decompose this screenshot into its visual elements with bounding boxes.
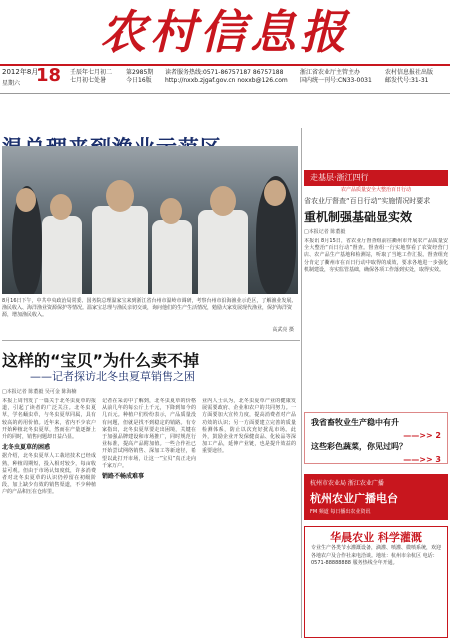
promo-box — [304, 412, 448, 464]
article-deck: ——记者探访北冬虫夏草销售之困 — [30, 370, 195, 383]
photo-caption — [2, 298, 298, 334]
caption-credit: 高武亮 摄 — [272, 327, 294, 333]
article-col-3: 业内人士认为，北冬虫夏草产业的健康发展需要政府、企业和农户的共同努力。一方面要加大宣传力度，提高消费者对产品功效的认识；另一方面要建立完善的质量检测体系，防止以次充好扰乱市场。此外，鼓励企业开发保健食品、化妆品等深加工产品，延伸产业链，也是提升效益的重要途径。 — [202, 398, 296, 455]
main-photo — [2, 146, 298, 294]
masthead-title: 农村信息报 — [100, 5, 350, 59]
right-kicker: 走基层·浙江四行 — [304, 170, 448, 186]
promo-link-2[interactable]: 这些彩色蔬菜，你见过吗？ — [311, 442, 407, 451]
info-bar — [0, 64, 450, 94]
right-body: 本报讯 8月15日，省农业厅督查组前往衢州市开展农产品质量安全大整治“百日行动”督查。督查组一行实地察看了农资经营门店、农产品生产基地和检测站，听取了当地工作汇报。督查组充分肯定了衢州市在百日行动中取得的成效，要求各地进一步强化机制建设，夯实监管基础，确保各项工作落到实处，取得实效。 — [304, 238, 448, 273]
date-weekday: 星期六 — [2, 80, 21, 87]
masthead — [0, 0, 450, 62]
info-lunar: 壬辰年七月初二 七月初七处暑 — [70, 69, 113, 84]
date-year-month: 2012年8月 — [2, 68, 39, 76]
info-publisher: 浙江省农业厅主管主办 国内统一刊号:CN33-0031 — [300, 69, 372, 84]
info-postal: 农村信息报社出版 邮发代号:31-31 — [385, 69, 434, 84]
right-headline: 重机制强基础显实效 — [304, 210, 413, 224]
date-box — [2, 65, 62, 94]
right-kicker-sub: 农产品质量安全大整治百日行动 — [340, 187, 411, 193]
caption-text: 8月16日下午，中共中央政治局常委、国务院总理温家宝来到浙江省台州市温岭市调研，考察台州市沿海渔业示范区，了解渔业发展、渔民收入、海洋渔业资源保护等情况。温家宝总理与渔民亲切交谈，询问他们的生产生活情况，勉励大家发展现代渔业，保护海洋资源，增加渔民收入。 — [2, 298, 297, 318]
article-subhead: 销路不畅成难事 — [102, 473, 145, 481]
date-day: 18 — [36, 65, 62, 86]
article-title: 这样的“宝贝”为什么卖不掉 — [2, 351, 200, 370]
column-divider — [301, 128, 302, 638]
info-issue: 第2985期 今日16版 — [126, 69, 154, 84]
right-byline: □本报记者 陈董毅 — [304, 229, 346, 235]
article-byline: □本报记者 陈董毅 吴可金 陈海楠 — [2, 389, 77, 395]
article-subhead: 北冬虫夏草的困惑 — [2, 444, 51, 452]
promo-page-1: ——>> 2 — [403, 431, 441, 440]
article-col-2: 记者在采访中了解到，北冬虫夏草的价格从前几年的每公斤上千元，下降到如今的几百元。种植户们纷纷表示，产品质量没有问题，但就是找不到稳定的销路。有专家指出，北冬虫夏草要走出困境，关键在于加强品牌建设和市场推广，同时规范行业标准，提高产品附加值。一些合作社已开始尝试网络销售、深加工等新途径，希望以此打开市场，让这一“宝贝”真正走向千家万户。 销路不畅成难事 — [102, 398, 196, 481]
info-contact: 读者服务热线:0571-86757187 86757188 http://nxxb.zjgaf.gov.cn noxxb@126.com — [165, 69, 288, 84]
article-body — [2, 398, 298, 638]
promo-page-2: ——>> 3 — [403, 455, 441, 464]
ad-irrigation: 华晨农业 科学灌溉 专业生产各类节水灌溉设备，滴灌、喷灌、微喷系统，欢迎各地农户及合作社来电洽谈。地址：杭州市余杭区 电话：0571-88888888 服务热线全年开通。 — [304, 526, 448, 638]
promo-link-1[interactable]: 我省畜牧业生产稳中有升 — [311, 418, 399, 427]
divider — [2, 340, 300, 341]
right-pre-headline: 省农业厅督查“百日行动”实施情况时要求 — [304, 197, 431, 205]
ad-radio: 杭州市农业局 浙江农业广播 杭州农业广播电台 FM 频道 每日播出农业资讯 — [304, 474, 448, 520]
article-col-1: 本报上周刊发了一篇关于北冬虫夏草的报道，引起了读者的广泛关注。北冬虫夏草，学名蛹虫草，与冬虫夏草同属，具有较高的药用价值。近年来，省内不少农户开始种植北冬虫夏草，然而在产量逐渐上升的同时，销售问题却日益凸显。 北冬虫夏草的困惑 据介绍，北冬虫夏草人工栽培技术已经成熟，种植周期短，投入相对较少，每亩收益可观。但由于市场认知度低，许多消费者对北冬虫夏草的认识仍停留在初级阶段，加上缺少有效的销售渠道，不少种植户的产品积压在仓库里。 — [2, 398, 96, 496]
